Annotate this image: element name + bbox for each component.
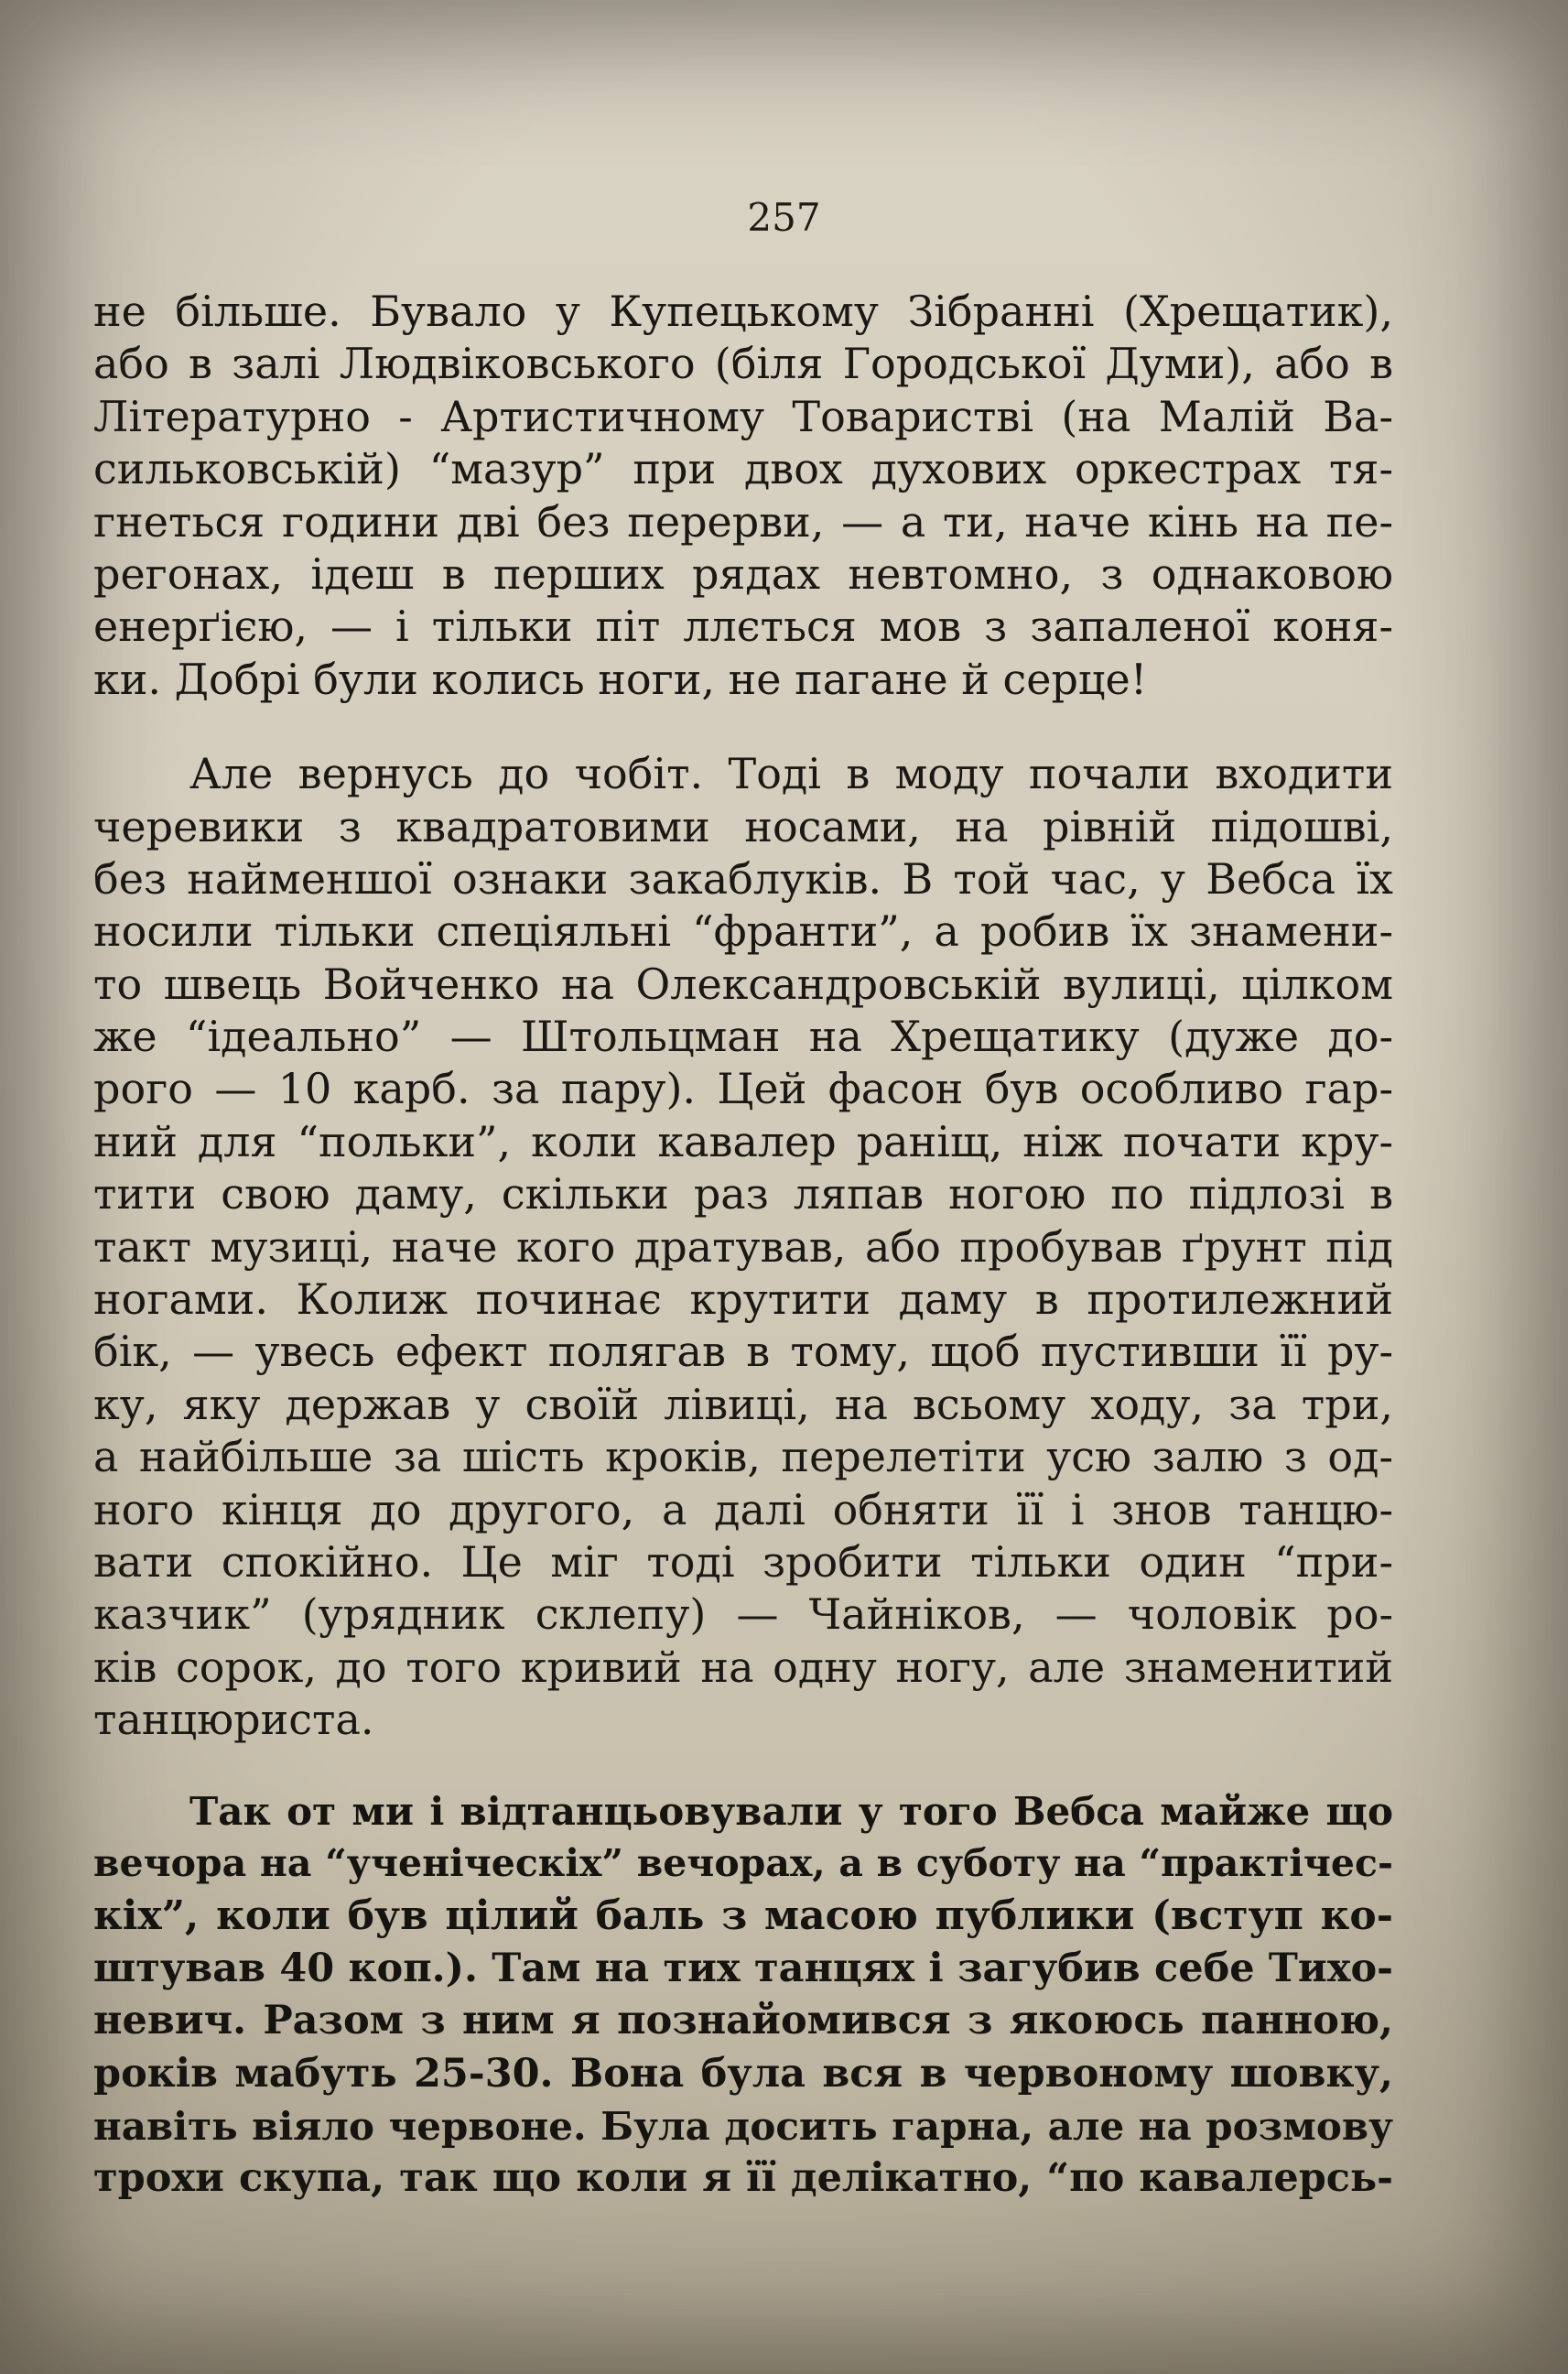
- text-line: казчик” (урядник склепу) — Чайніков, — чоловік ро-: [93, 1589, 1393, 1640]
- text-line: Літературно - Артистичному Товаристві (на Малій Ва-: [93, 391, 1393, 441]
- text-line: років мабуть 25-30. Вона була вся в червоному шовку,: [93, 2050, 1393, 2097]
- text-line: гнеться години дві без перерви, — а ти, наче кінь на пе-: [93, 496, 1393, 547]
- paragraph-1: [93, 286, 1393, 706]
- text-line: танцюриста.: [93, 1695, 374, 1745]
- body-text: [93, 286, 1393, 2206]
- text-line: бік, — увесь ефект полягав в тому, щоб пустивши її ру-: [93, 1327, 1393, 1377]
- text-line: ний для “польки”, коли кавалер раніщ, ніж почати кру-: [93, 1116, 1393, 1166]
- paragraph-gap: [93, 706, 1393, 748]
- text-line: же “ідеально” — Штольцман на Хрещатику (дуже до-: [93, 1012, 1393, 1062]
- paragraph-3: [93, 1785, 1393, 2206]
- text-line: такт музиці, наче кого дратував, або пробував ґрунт під: [93, 1221, 1393, 1272]
- text-line: ногами. Колиж починає крутити даму в протилежний: [93, 1274, 1393, 1325]
- text-line: вати спокійно. Це міг тоді зробити тільки один “при-: [93, 1536, 1393, 1587]
- text-line: рого — 10 карб. за пару). Цей фасон був особливо гар-: [93, 1064, 1393, 1114]
- text-line: або в залі Людвіковського (біля Городської Думи), або в: [93, 339, 1393, 389]
- text-line: сильковській) “мазур” при двох духових оркестрах тя-: [93, 444, 1393, 494]
- page-number: 257: [747, 195, 821, 240]
- text-line: енерґією, — і тільки піт ллється мов з запаленої коня-: [93, 602, 1393, 652]
- text-line: регонах, ідеш в перших рядах невтомно, з однаковою: [93, 548, 1393, 599]
- text-line: ного кінця до другого, а далі обняти її і знов танцю-: [93, 1484, 1393, 1534]
- text-line: Але вернусь до чобіт. Тоді в моду почали входити: [189, 749, 1393, 799]
- text-line: не більше. Бувало у Купецькому Зібранні (Хрещатик),: [93, 287, 1393, 336]
- text-line: тити свою даму, скільки раз ляпав ногою по підлозі в: [93, 1169, 1393, 1220]
- text-line: трохи скупа, так що коли я її делікатно, “по кавалерсь-: [93, 2155, 1393, 2202]
- text-line: без найменшої ознаки закаблуків. В той час, у Вебса їх: [93, 853, 1393, 904]
- text-line: ку, яку держав у своїй лівиці, на всьому ходу, за три,: [93, 1379, 1393, 1429]
- text-line: а найбільше за шість кроків, перелетіти усю залю з од-: [93, 1432, 1393, 1482]
- text-line: невич. Разом з ним я познайомився з якоюсь панною,: [93, 1998, 1393, 2044]
- text-line: Так от ми і відтанцьовували у того Вебса майже що: [189, 1788, 1393, 1834]
- paragraph-2: [93, 748, 1393, 1746]
- text-line: штував 40 коп.). Там на тих танцях і загубив себе Тихо-: [93, 1945, 1393, 1991]
- text-line: носили тільки спеціяльні “франти”, а робив їх знамени-: [93, 906, 1393, 957]
- text-line: кіх”, коли був цілий баль з масою публики (вступ ко-: [93, 1892, 1393, 1940]
- text-line: ків сорок, до того кривий на одну ногу, але знаменитий: [93, 1642, 1393, 1692]
- text-line: то швець Войченко на Олександровській вулиці, цілком: [93, 959, 1393, 1009]
- paragraph-gap: [93, 1747, 1393, 1785]
- text-line: вечора на “ученіческіх” вечорах, а в суботу на “практічес-: [93, 1840, 1393, 1885]
- text-line: черевики з квадратовими носами, на рівній підошві,: [93, 801, 1393, 851]
- text-line: ки. Добрі були колись ноги, не пагане й серце!: [93, 654, 1148, 704]
- text-line: навіть віяло червоне. Була досить гарна, але на розмову: [93, 2103, 1393, 2149]
